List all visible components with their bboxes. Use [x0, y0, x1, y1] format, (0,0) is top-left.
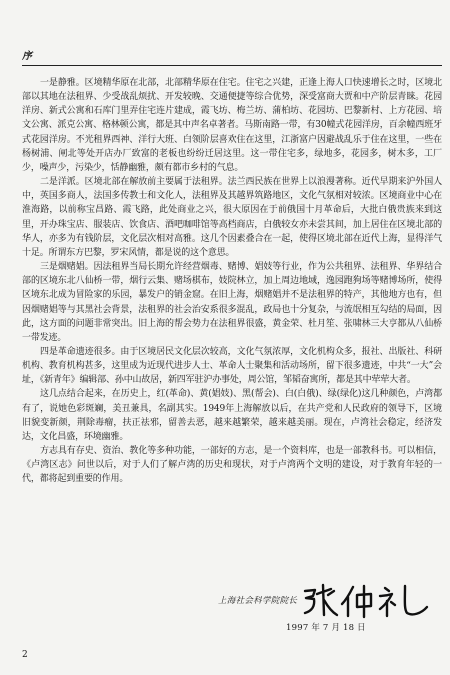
signature-block — [218, 582, 440, 622]
paragraph-5: 这几点结合起来，在历史上，红(革命)、黄(娼妓)、黑(帮会)、白(白俄)、绿(绿化)这几种颜色，卢湾都有了，说她色彩斑斓，美丑兼具，名副其实。1949年上海解放以后，在共产党和人民政府的领导下，区境旧貌变新颜，荆除毒瘤，扶正祛邪，留善去恶，越来越繁荣，越来越美丽。现在，卢湾社会稳定，经济发达，文化昌盛，环境幽雅。 — [22, 389, 442, 442]
signature-date: 1997 年 7 月 18 日 — [286, 623, 366, 633]
preface-body — [22, 76, 442, 487]
paragraph-4: 四是革命遗迹很多。由于区境居民文化层次较高，文化气氛浓厚，文化机构众多，报社、出版社、科研机构、教育机构甚多，这里成为近现代进步人士、革命人士聚集和活动场所，留下很多遗迹，中共“一大”会址，《新青年》编辑部、孙中山故居，新四军驻沪办事处，周公馆，邹韬奋寓所，都是其中荦荦大者。 — [22, 346, 442, 386]
page-number: 2 — [22, 650, 28, 660]
paragraph-3: 三是烟赌娼。因法租界当局长期允许经营烟毒、赌博、娼妓等行业，作为公共租界、法租界、华界结合部的区境东北八仙桥一带，烟行云集、赌场棋布，妓院林立，加上周边地域，逸园跑狗场等赌博场所，使得区境东北成为冒险家的乐园，暴发户的销金窟。在旧上海，烟赌娼并不是法租界的特产，其他地方也有，但因烟赌娼等与其黑社会背景，法租界的社会治安系很多混乱，政局也十分复杂，与流氓相互勾结的局面，因此，这方面的问题非常突出。旧上海的帮会势力在法租界很盛，黄金荣、杜月笙、张啸林三大亨都从八仙桥一带发迹。 — [22, 262, 442, 343]
handwritten-signature — [301, 582, 436, 620]
paragraph-1: 一是静雅。区境精华原在北部，北部精华原在住宅。住宅之兴建，正逢上海人口快速增长之时，区境北部以其地在法租界、少受战乱烦扰、开发较晚、交通便捷等综合优势，深受富商大贾和中产阶层青睐。花园洋房、新式公寓和石库门里弄住宅连片建成，霞飞坊、梅兰坊、蒲柏坊、花园坊、巴黎新村、上方花园、培文公寓、派克公寓、格林顿公寓，都是其中声名卓著者。马斯南路一带，有30幢式花园洋房，百余幢西班牙式花园洋房。不光租界西神、洋行大班、白领阶层喜欢住在这里，江浙富户因避战乱乐于住在这里，一些在杨树浦、闸北等处开店办厂致富的老板也纷纷迁居这里。这一带住宅多，绿地多，花园多，树木多，工厂少，噪声少，污染少，恬静幽雅，颇有都市乡村的气息。 — [22, 78, 442, 173]
signer-title: 上海社会科学院院长 — [218, 596, 298, 606]
paragraph-2: 二是洋派。区境北部在解放前主要属于法租界。法兰西民族在世界上以浪漫著称。近代早期来沪外国人中，英国多商人，法国多传教士和文化人，法租界及其越界筑路地区，文化气氛相对较浓。区境商业中心在淮海路，以前称宝昌路、霞飞路，此处商业之兴，很大原因在于前俄国十月革命后，大批白俄贵族来到这里，开办珠宝店、服装店、饮食店、酒吧咖啡馆等高档商店，白俄较女亦未尝其间，加上居住在区境北部的华人，亦多为有钱阶层，文化层次相对高雅。这几个因素叠合在一起，使得区境北部在近代上海，显得洋气十足。所谓东方巴黎，罗宋风情，都是说的这个意思。 — [22, 177, 442, 258]
header-rule — [22, 65, 442, 66]
paragraph-6: 方志具有存史、资治、教化等多种功能，一部好的方志，是一个资料库，也是一部教科书。可以相信，《卢湾区志》问世以后，对于人们了解卢湾的历史和现状，对于卢湾两个文明的建设，对于教育年轻的一代，都将起到重要的作用。 — [22, 446, 442, 485]
section-header-label: 序 — [22, 51, 32, 62]
